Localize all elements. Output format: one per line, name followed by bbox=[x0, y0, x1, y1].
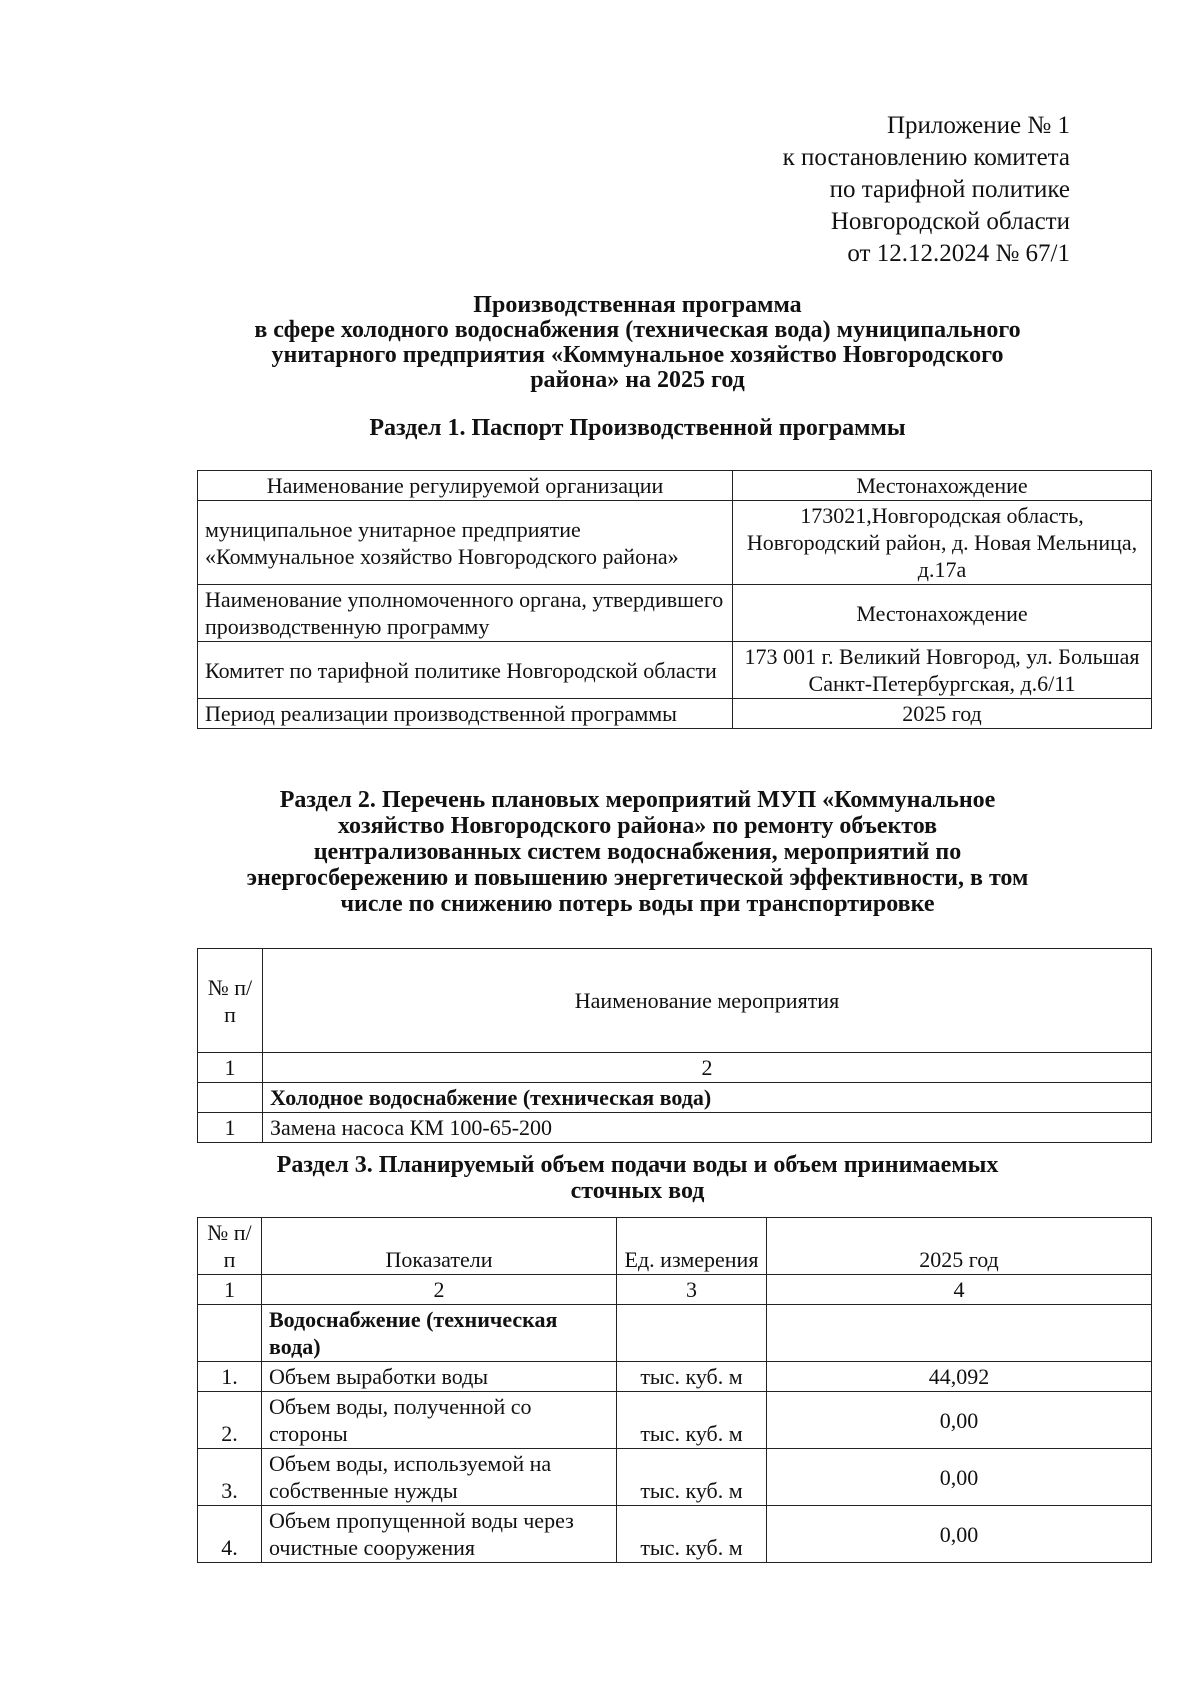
table-cell: Замена насоса КМ 100-65-200 bbox=[263, 1113, 1152, 1143]
table-cell: Наименование регулируемой организации bbox=[198, 471, 733, 501]
table-cell: 173021,Новгородская область, Новгородский район, д. Новая Мельница, д.17а bbox=[733, 501, 1152, 585]
table-cell: Местонахождение bbox=[733, 585, 1152, 642]
title-line: района» на 2025 год bbox=[530, 367, 745, 393]
table-cell: 1 bbox=[198, 1275, 262, 1305]
group-label: Водоснабжение (техническая вода) bbox=[262, 1305, 617, 1362]
table-cell: 1. bbox=[198, 1362, 262, 1392]
heading-line: сточных вод bbox=[570, 1178, 705, 1204]
table-cell: 1 bbox=[198, 1113, 263, 1143]
table-header-row bbox=[198, 1218, 1152, 1275]
table-cell: 2025 год bbox=[733, 699, 1152, 729]
table-row bbox=[198, 585, 1152, 642]
table-cell: 173 001 г. Великий Новгород, ул. Большая Санкт-Петербургская, д.6/11 bbox=[733, 642, 1152, 699]
table-row bbox=[198, 1392, 1152, 1449]
section1-heading: Раздел 1. Паспорт Производственной программы bbox=[369, 415, 906, 441]
table-cell: 0,00 bbox=[767, 1449, 1152, 1506]
table-cell: Объем воды, используемой на собственные нужды bbox=[262, 1449, 617, 1506]
table-cell: тыс. куб. м bbox=[617, 1362, 767, 1392]
col-header-name: Наименование мероприятия bbox=[263, 949, 1152, 1053]
volumes-table bbox=[197, 1217, 1152, 1563]
table-cell: тыс. куб. м bbox=[617, 1449, 767, 1506]
table-cell: 0,00 bbox=[767, 1506, 1152, 1563]
title-line: унитарного предприятия «Коммунальное хозяйство Новгородского bbox=[271, 342, 1004, 368]
title-line: в сфере холодного водоснабжения (техническая вода) муниципального bbox=[254, 317, 1021, 343]
document-title bbox=[180, 293, 1095, 393]
table-cell: Объем пропущенной воды через очистные сооружения bbox=[262, 1506, 617, 1563]
table-cell bbox=[198, 1305, 262, 1362]
group-label: Холодное водоснабжение (техническая вода) bbox=[263, 1083, 1152, 1113]
col-header-number: № п/п bbox=[198, 949, 263, 1053]
passport-table bbox=[197, 470, 1152, 729]
heading-line: централизованных систем водоснабжения, мероприятий по bbox=[313, 839, 962, 865]
table-cell: Комитет по тарифной политике Новгородской области bbox=[198, 642, 733, 699]
appendix-block bbox=[470, 110, 1070, 270]
appendix-line: от 12.12.2024 № 67/1 bbox=[847, 240, 1070, 267]
heading-line: энергосбережению и повышению энергетической эффективности, в том bbox=[246, 865, 1029, 891]
heading-line: Раздел 2. Перечень плановых мероприятий МУП «Коммунальное bbox=[279, 787, 996, 813]
table-cell: 2. bbox=[198, 1392, 262, 1449]
table-row bbox=[198, 1053, 1152, 1083]
table-cell: муниципальное унитарное предприятие «Коммунальное хозяйство Новгородского района» bbox=[198, 501, 733, 585]
table-cell: Объем воды, полученной со стороны bbox=[262, 1392, 617, 1449]
table-cell: тыс. куб. м bbox=[617, 1392, 767, 1449]
appendix-line: к постановлению комитета bbox=[782, 144, 1070, 171]
appendix-line: по тарифной политике bbox=[829, 176, 1070, 203]
table-cell bbox=[767, 1305, 1152, 1362]
table-cell: 4 bbox=[767, 1275, 1152, 1305]
heading-line: числе по снижению потерь воды при транспортировке bbox=[340, 891, 935, 917]
table-row bbox=[198, 699, 1152, 729]
col-header-year: 2025 год bbox=[767, 1218, 1152, 1275]
table-row bbox=[198, 1305, 1152, 1362]
table-cell: 2 bbox=[263, 1053, 1152, 1083]
section3-heading bbox=[180, 1152, 1095, 1204]
appendix-line: Новгородской области bbox=[830, 208, 1070, 235]
table-cell: Местонахождение bbox=[733, 471, 1152, 501]
table-cell: 44,092 bbox=[767, 1362, 1152, 1392]
table-cell bbox=[617, 1305, 767, 1362]
table-cell: 2 bbox=[262, 1275, 617, 1305]
table-row bbox=[198, 1449, 1152, 1506]
table-cell: 1 bbox=[198, 1053, 263, 1083]
heading-line: хозяйство Новгородского района» по ремонту объектов bbox=[337, 813, 938, 839]
measures-table bbox=[197, 948, 1152, 1143]
col-header-unit: Ед. измерения bbox=[617, 1218, 767, 1275]
appendix-line: Приложение № 1 bbox=[886, 112, 1070, 139]
table-row bbox=[198, 1083, 1152, 1113]
section2-heading bbox=[180, 787, 1095, 917]
table-row bbox=[198, 1275, 1152, 1305]
table-row bbox=[198, 471, 1152, 501]
table-cell: 0,00 bbox=[767, 1392, 1152, 1449]
heading-line: Раздел 3. Планируемый объем подачи воды и объем принимаемых bbox=[276, 1152, 999, 1178]
table-row bbox=[198, 1362, 1152, 1392]
table-row bbox=[198, 642, 1152, 699]
table-cell bbox=[198, 1083, 263, 1113]
table-cell: 3 bbox=[617, 1275, 767, 1305]
table-row bbox=[198, 1506, 1152, 1563]
table-cell: Объем выработки воды bbox=[262, 1362, 617, 1392]
table-row bbox=[198, 1113, 1152, 1143]
table-row bbox=[198, 501, 1152, 585]
table-cell: Период реализации производственной программы bbox=[198, 699, 733, 729]
col-header-number: № п/п bbox=[198, 1218, 262, 1275]
table-cell: 3. bbox=[198, 1449, 262, 1506]
table-cell: Наименование уполномоченного органа, утвердившего производственную программу bbox=[198, 585, 733, 642]
table-cell: 4. bbox=[198, 1506, 262, 1563]
table-header-row bbox=[198, 949, 1152, 1053]
title-line: Производственная программа bbox=[473, 292, 802, 318]
col-header-indicator: Показатели bbox=[262, 1218, 617, 1275]
table-cell: тыс. куб. м bbox=[617, 1506, 767, 1563]
